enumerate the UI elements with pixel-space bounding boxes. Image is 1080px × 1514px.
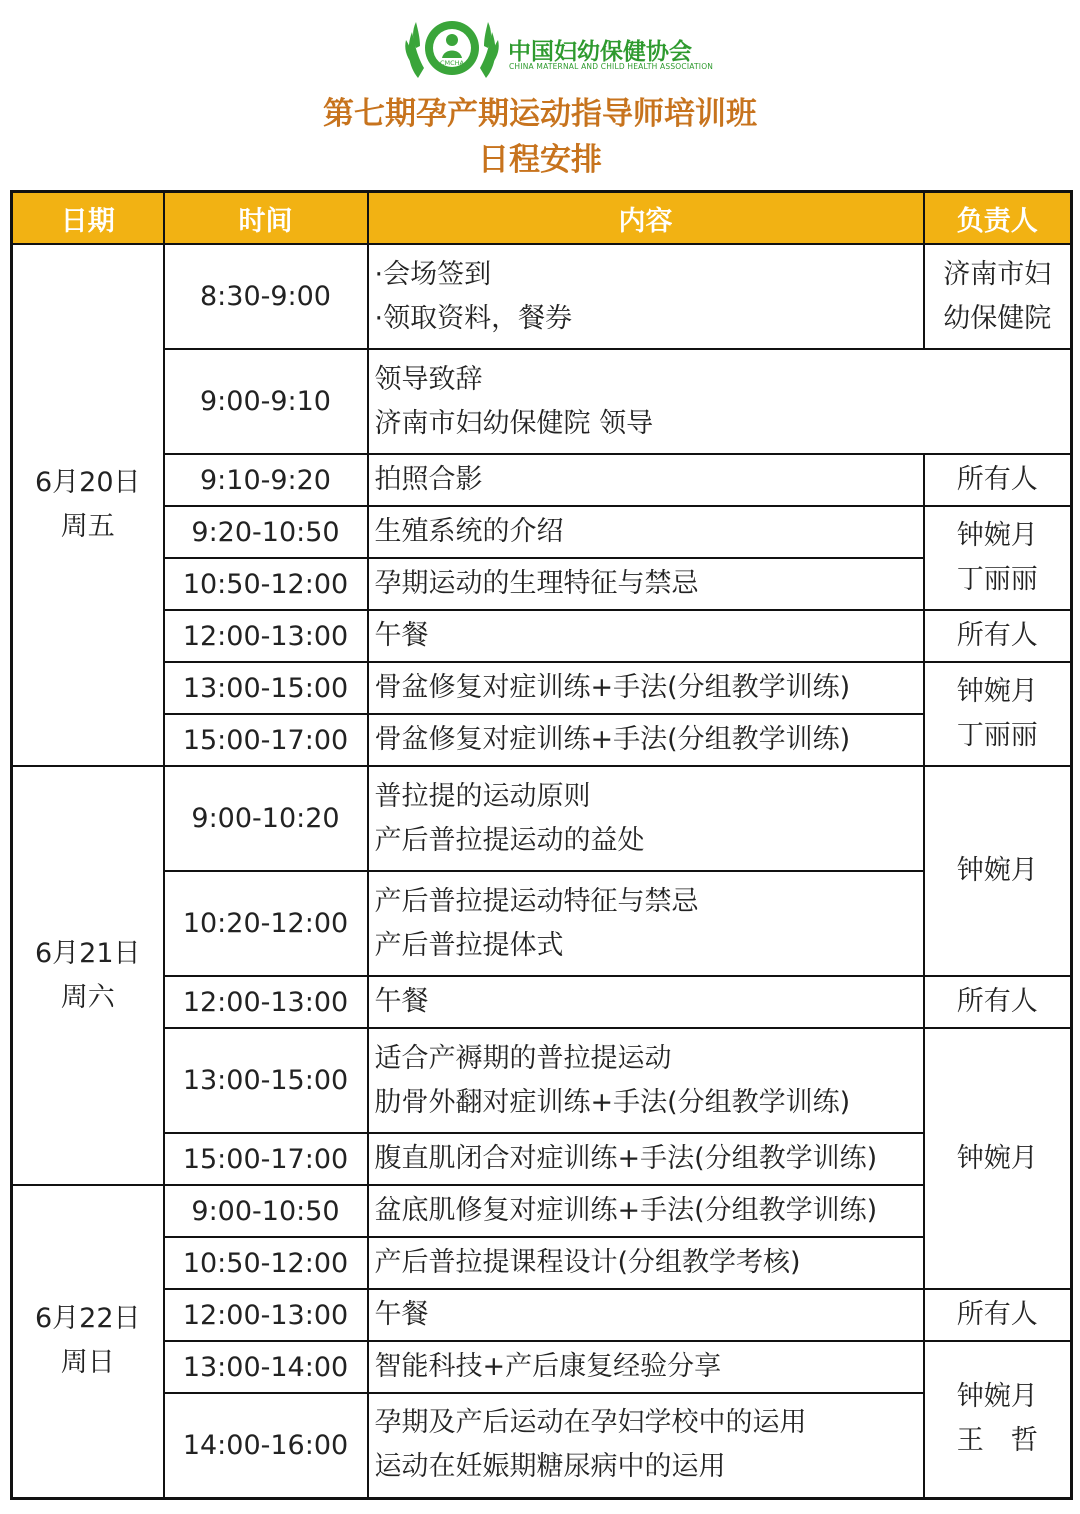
person-cell: 所有人 [924,454,1072,506]
table-row [12,1028,1072,1133]
table-row [12,766,1072,871]
person-cell [924,1341,1072,1498]
weekday-text: 周六 [60,981,115,1013]
weekday-text: 周日 [60,1347,115,1379]
person-cell: 钟婉月 [924,1028,1072,1289]
column-header-content: 内容 [368,192,924,245]
person-line: 钟婉月 [956,676,1038,707]
table-row [12,610,1072,662]
date-text: 6月21日 [34,937,141,969]
time-cell: 13:00-15:00 [164,1028,368,1133]
table-row [12,1341,1072,1393]
time-cell: 13:00-14:00 [164,1341,368,1393]
content-cell: 智能科技+产后康复经验分享 [368,1341,924,1393]
table-row [12,349,1072,454]
content-cell: 生殖系统的介绍 [368,506,924,558]
content-line: 济南市妇幼保健院 领导 [374,407,654,439]
content-cell: 午餐 [368,610,924,662]
person-cell [924,662,1072,766]
person-cell: 所有人 [924,610,1072,662]
time-cell: 14:00-16:00 [164,1393,368,1498]
person-line: 王 哲 [956,1425,1038,1457]
org-name-en: CHINA MATERNAL AND CHILD HEALTH ASSOCIATION [509,62,714,71]
person-cell: 所有人 [924,976,1072,1028]
column-header-person: 负责人 [924,192,1072,245]
time-cell: 12:00-13:00 [164,976,368,1028]
time-cell: 9:00-10:50 [164,1185,368,1237]
time-cell: 10:50-12:00 [164,558,368,610]
person-line: 钟婉月 [956,520,1038,551]
time-cell: 9:10-9:20 [164,454,368,506]
table-row [12,1133,1072,1185]
date-cell [12,244,164,766]
content-cell [368,766,924,871]
table-row [12,976,1072,1028]
content-cell: 午餐 [368,1289,924,1341]
content-line: 适合产褥期的普拉提运动 [374,1042,672,1074]
page-header [0,0,1080,190]
person-line: 丁丽丽 [956,564,1038,595]
content-line: 普拉提的运动原则 [374,780,591,812]
table-row [12,244,1072,349]
person-line: 钟婉月 [956,1381,1038,1413]
time-cell: 10:50-12:00 [164,1237,368,1289]
date-cell [12,766,164,1185]
date-text: 6月22日 [34,1303,141,1335]
table-row [12,1185,1072,1237]
content-cell: 骨盆修复对症训练+手法(分组教学训练) [368,662,924,714]
content-cell [368,1028,924,1133]
date-text: 6月20日 [34,467,141,498]
content-line: 领导致辞 [374,363,483,395]
table-row [12,662,1072,714]
time-cell: 8:30-9:00 [164,244,368,349]
content-cell: 腹直肌闭合对症训练+手法(分组教学训练) [368,1133,924,1185]
content-cell: 拍照合影 [368,454,924,506]
content-line: ·领取资料，餐券 [374,302,573,334]
person-line: 幼保健院 [943,302,1052,334]
person-line: 丁丽丽 [956,720,1038,751]
cmcha-logo [404,10,500,86]
content-line: 肋骨外翻对症训练+手法(分组教学训练) [374,1086,851,1118]
time-cell: 15:00-17:00 [164,714,368,766]
table-row [12,558,1072,610]
table-row [12,1393,1072,1498]
table-row [12,1289,1072,1341]
content-cell: 盆底肌修复对症训练+手法(分组教学训练) [368,1185,924,1237]
content-line: ·会场签到 [374,258,492,290]
column-header-date: 日期 [12,192,164,245]
time-cell: 12:00-13:00 [164,610,368,662]
content-cell: 孕期运动的生理特征与禁忌 [368,558,924,610]
time-cell: 15:00-17:00 [164,1133,368,1185]
content-line: 产后普拉提体式 [374,929,564,961]
content-cell [368,871,924,976]
content-cell: 产后普拉提课程设计(分组教学考核) [368,1237,924,1289]
time-cell: 9:20-10:50 [164,506,368,558]
content-cell [368,1393,924,1498]
table-row [12,1237,1072,1289]
content-cell [368,349,1072,454]
person-cell: 所有人 [924,1289,1072,1341]
org-name-cn: 中国妇幼保健协会 [508,39,692,65]
time-cell: 13:00-15:00 [164,662,368,714]
content-line: 产后普拉提运动的益处 [374,824,645,856]
column-header-time: 时间 [164,192,368,245]
time-cell: 10:20-12:00 [164,871,368,976]
table-row [12,714,1072,766]
page-title: 第七期孕产期运动指导师培训班 [323,96,757,132]
time-cell: 9:00-9:10 [164,349,368,454]
content-line: 产后普拉提运动特征与禁忌 [374,885,699,917]
person-cell [924,506,1072,610]
content-line: 运动在妊娠期糖尿病中的运用 [374,1451,726,1483]
table-header-row [12,192,1072,245]
weekday-text: 周五 [60,511,115,542]
time-cell: 12:00-13:00 [164,1289,368,1341]
date-cell [12,1185,164,1498]
person-cell [924,244,1072,349]
content-line: 孕期及产后运动在孕妇学校中的运用 [374,1407,807,1439]
content-cell: 午餐 [368,976,924,1028]
table-row [12,871,1072,976]
person-cell: 钟婉月 [924,766,1072,976]
table-row [12,454,1072,506]
content-cell [368,244,924,349]
schedule-table [10,190,1073,1500]
logo-text: CMCHA [439,59,465,67]
time-cell: 9:00-10:20 [164,766,368,871]
page-subtitle: 日程安排 [478,142,602,178]
content-cell: 骨盆修复对症训练+手法(分组教学训练) [368,714,924,766]
table-row [12,506,1072,558]
person-line: 济南市妇 [943,258,1052,290]
